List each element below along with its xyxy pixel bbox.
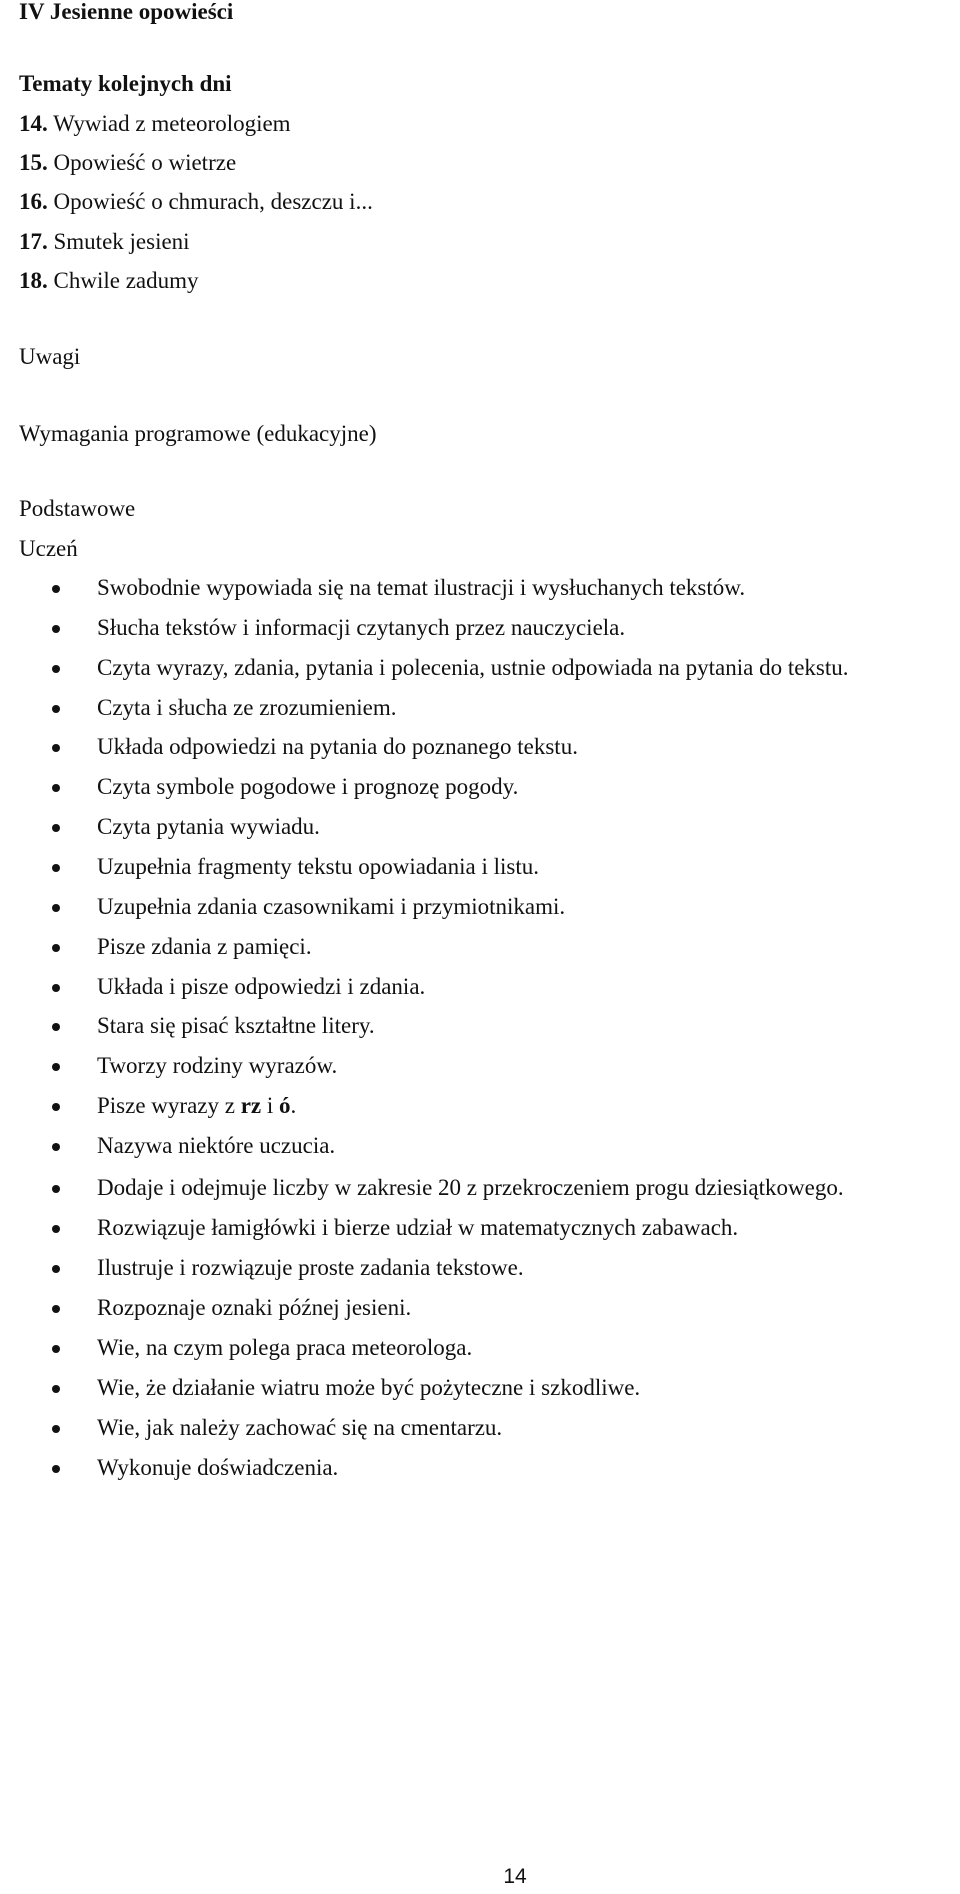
topic-item xyxy=(19,149,236,177)
bullet-icon xyxy=(52,784,60,792)
topic-number: 14. xyxy=(19,111,48,136)
bullet-icon xyxy=(52,824,60,832)
bullet-icon xyxy=(52,904,60,912)
bullet-icon xyxy=(52,1345,60,1353)
bullet-icon xyxy=(52,744,60,752)
bullet-icon xyxy=(52,944,60,952)
bullet-icon xyxy=(52,1185,60,1193)
bullet-icon xyxy=(52,705,60,713)
rich-list-text: Pisze wyrazy z rz i ó. xyxy=(97,1093,297,1118)
topic-text: Wywiad z meteorologiem xyxy=(53,111,291,136)
topic-number: 18. xyxy=(19,268,48,293)
level-heading: Podstawowe xyxy=(19,496,136,521)
bullet-icon xyxy=(52,1425,60,1433)
bullet-icon xyxy=(52,625,60,633)
bullet-icon xyxy=(52,585,60,593)
bullet-icon xyxy=(52,1103,60,1111)
topic-number: 15. xyxy=(19,150,48,175)
bullet-icon xyxy=(52,1143,60,1151)
topic-item xyxy=(19,228,190,256)
topic-text: Opowieść o wietrze xyxy=(53,150,237,175)
requirements-heading: Wymagania programowe (edukacyjne) xyxy=(19,421,377,446)
bullet-icon xyxy=(52,1465,60,1473)
section-title: IV Jesienne opowieści xyxy=(19,0,234,24)
topic-text: Smutek jesieni xyxy=(53,229,190,254)
topic-number: 17. xyxy=(19,229,48,254)
student-heading: Uczeń xyxy=(19,536,78,561)
bullet-icon xyxy=(52,665,60,673)
topic-text: Opowieść o chmurach, deszczu i... xyxy=(53,189,373,214)
topic-text: Chwile zadumy xyxy=(53,268,199,293)
topic-item xyxy=(19,110,291,138)
bullet-icon xyxy=(52,1265,60,1273)
topic-item xyxy=(19,188,373,216)
bullet-icon xyxy=(52,1305,60,1313)
topics-heading: Tematy kolejnych dni xyxy=(19,71,232,96)
topic-item xyxy=(19,267,199,295)
page-number: 14 xyxy=(503,1865,527,1888)
bullet-icon xyxy=(52,984,60,992)
bullet-icon xyxy=(52,1023,60,1031)
bullet-icon xyxy=(52,1385,60,1393)
bullet-icon xyxy=(52,1063,60,1071)
topic-number: 16. xyxy=(19,189,48,214)
bullet-icon xyxy=(52,1225,60,1233)
notes-heading: Uwagi xyxy=(19,344,81,369)
bullet-icon xyxy=(52,864,60,872)
document-page: IV Jesienne opowieści Tematy kolejnych dni 14. Wywiad z meteorologiem 15. Opowieść o wietrze 16. Opowieść o chmurach, deszczu i... 17. Smutek jesieni 18. Chwile zadumy Uwagi Wymagania programowe (edukacyjne) Podstawowe Uczeń Swobodnie wypowiada się na temat ilustracji i wysłuchanych tekstów. Słucha tekstów i informacji czytanych przez nauczyciela. Czyta wyrazy, zdania, pytania i polecenia, ustnie odpowiada na pytania do tekstu. Czyta i słucha ze zrozumieniem. Układa odpowiedzi na pytania do poznanego tekstu. Czyta symbole pogodowe i prognozę pogody. Czyta pytania wywiadu. Uzupełnia fragmenty tekstu opowiadania i listu. Uzupełnia zdania czasownikami i przymiotnikami. Pisze zdania z pamięci. Układa i pisze odpowiedzi i zdania. Stara się pisać kształtne litery. Tworzy rodziny wyrazów. Pisze wyrazy z rz i ó. Nazywa niektóre uczucia. Dodaje i odejmuje liczby w zakresie 20 z przekroczeniem progu dziesiątkowego. Rozwiązuje łamigłówki i bierze udział w matematycznych zabawach. Ilustruje i rozwiązuje proste zadania tekstowe. Rozpoznaje oznaki późnej jesieni. Wie, na czym polega praca meteorologa. Wie, że działanie wiatru może być pożyteczne i szkodliwe. Wie, jak należy zachować się na cmentarzu. Wykonuje doświadczenia. 14 xyxy=(0,0,960,1894)
